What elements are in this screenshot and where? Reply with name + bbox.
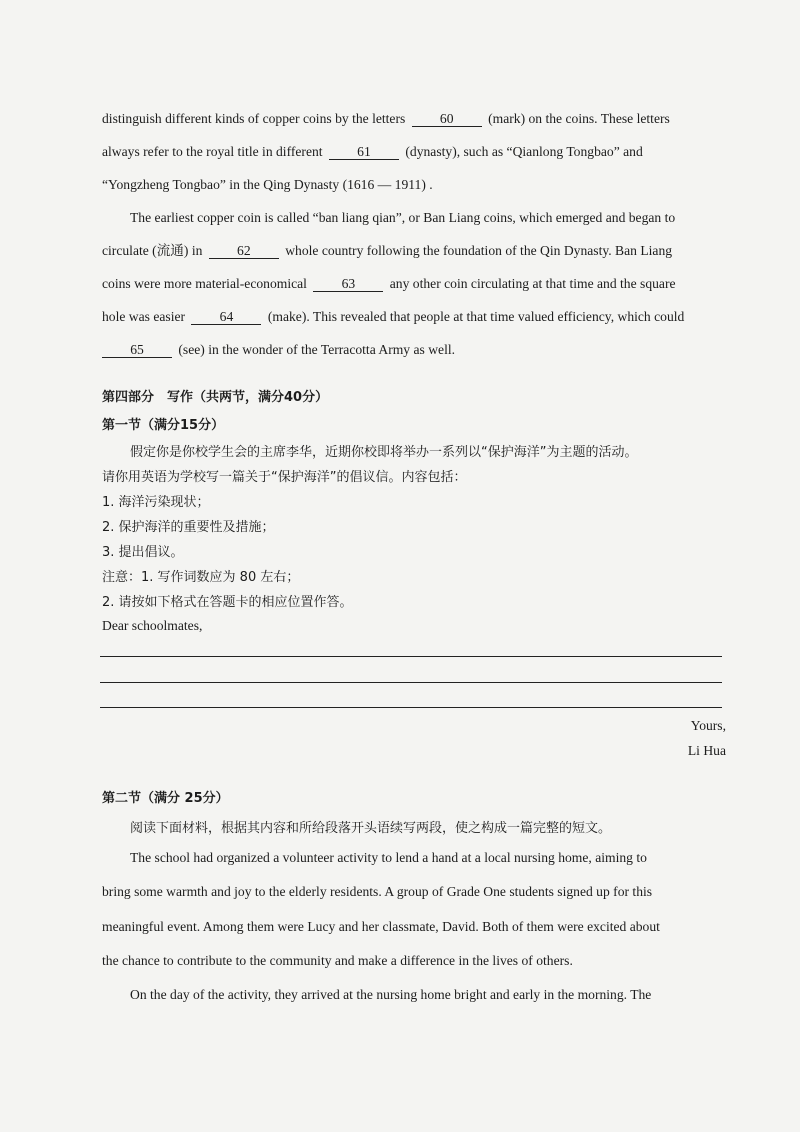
blank-61: 61 bbox=[329, 144, 399, 160]
content-item: 3. 提出倡议。 bbox=[102, 545, 184, 560]
salutation: Dear schoolmates, bbox=[102, 618, 203, 633]
passage-line-1 bbox=[102, 109, 722, 129]
content-item: 1. 海洋污染现状； bbox=[102, 495, 210, 510]
passage-text: (dynasty), such as “Qianlong Tongbao” and bbox=[405, 144, 643, 159]
passage-line-8 bbox=[102, 340, 722, 360]
passage-text: circulate (流通) in bbox=[102, 243, 203, 258]
passage-line-7 bbox=[102, 307, 722, 327]
part4-heading: 第四部分 写作（共两节，满分40分） bbox=[102, 390, 329, 405]
story-line: bring some warmth and joy to the elderly residents. A group of Grade One students signed up for this bbox=[102, 884, 653, 899]
passage-text: (make). This revealed that people at that time valued efficiency, which could bbox=[267, 309, 685, 324]
blank-65: 65 bbox=[102, 342, 172, 358]
blank-62: 62 bbox=[209, 243, 279, 259]
passage-text: whole country following the foundation of the Qin Dynasty. Ban Liang bbox=[285, 243, 673, 258]
answer-line bbox=[100, 707, 722, 708]
story-line: The school had organized a volunteer activity to lend a hand at a local nursing home, aiming to bbox=[130, 850, 647, 865]
prompt-line-1: 假定你是你校学生会的主席李华，近期你校即将举办一系列以“保护海洋”为主题的活动。 bbox=[130, 445, 638, 460]
passage-line-5 bbox=[102, 241, 722, 261]
section1-heading: 第一节（满分15分） bbox=[102, 418, 225, 433]
passage-text: (mark) on the coins. These letters bbox=[488, 111, 670, 126]
content-item: 2. 保护海洋的重要性及措施； bbox=[102, 520, 275, 535]
passage-text: “Yongzheng Tongbao” in the Qing Dynasty (1616 — 1911) . bbox=[102, 177, 433, 192]
passage-text: distinguish different kinds of copper coins by the letters bbox=[102, 111, 406, 126]
closing: Yours, bbox=[690, 718, 726, 733]
story-line: On the day of the activity, they arrived at the nursing home bright and early in the morning. The bbox=[130, 987, 652, 1002]
section2-heading: 第二节（满分 25分） bbox=[102, 791, 229, 806]
passage-text: hole was easier bbox=[102, 309, 186, 324]
passage-text: always refer to the royal title in different bbox=[102, 144, 323, 159]
passage-text: The earliest copper coin is called “ban liang qian”, or Ban Liang coins, which emerged and began to bbox=[130, 210, 676, 225]
answer-line bbox=[100, 682, 722, 683]
blank-63: 63 bbox=[313, 276, 383, 292]
passage-text: (see) in the wonder of the Terracotta Army as well. bbox=[178, 342, 456, 357]
story-line: the chance to contribute to the community and make a difference in the lives of others. bbox=[102, 953, 573, 968]
blank-64: 64 bbox=[191, 309, 261, 325]
passage-line-6 bbox=[102, 274, 722, 294]
prompt-line-2: 请你用英语为学校写一篇关于“保护海洋”的倡议信。内容包括： bbox=[102, 470, 467, 485]
blank-60: 60 bbox=[412, 111, 482, 127]
section2-instruction: 阅读下面材料，根据其内容和所给段落开头语续写两段，使之构成一篇完整的短文。 bbox=[130, 821, 612, 836]
note-line: 注意：1. 写作词数应为 80 左右； bbox=[102, 570, 300, 585]
passage-line-2 bbox=[102, 142, 722, 162]
passage-line-3 bbox=[102, 175, 722, 195]
passage-text: coins were more material-economical bbox=[102, 276, 307, 291]
passage-text: any other coin circulating at that time and the square bbox=[389, 276, 676, 291]
story-line: meaningful event. Among them were Lucy and her classmate, David. Both of them were excited about bbox=[102, 919, 660, 934]
signature: Li Hua bbox=[687, 743, 726, 758]
passage-line-4 bbox=[130, 208, 722, 228]
answer-line bbox=[100, 656, 722, 657]
note-line: 2. 请按如下格式在答题卡的相应位置作答。 bbox=[102, 595, 353, 610]
